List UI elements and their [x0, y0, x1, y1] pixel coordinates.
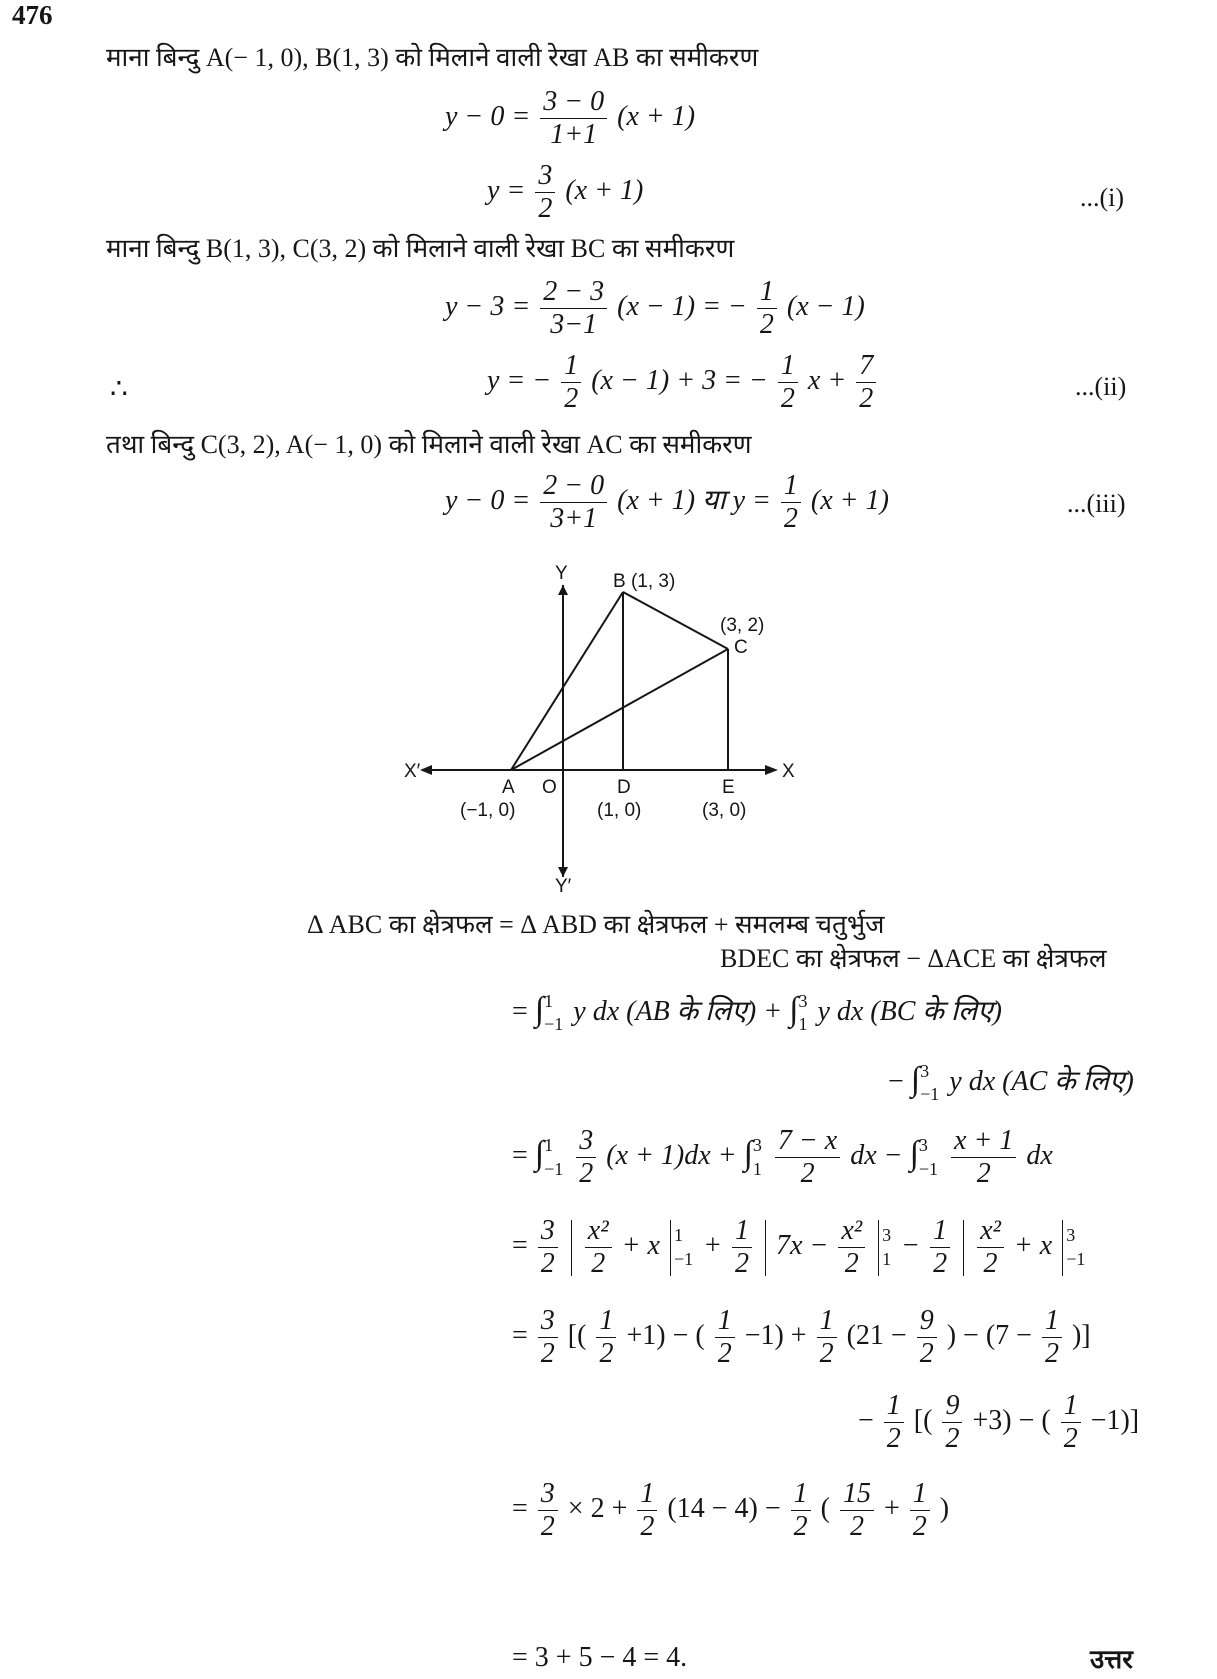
label-c: C	[734, 637, 748, 658]
equation-tag-iii: ...(iii)	[1067, 489, 1126, 518]
text-line-ab: माना बिन्दु A(− 1, 0), B(1, 3) को मिलाने वाली रेखा AB का समीकरण	[106, 43, 759, 72]
integral-line-7: = $\frac{3}{2}$ × 2 + $\frac{1}{2}$ (14 − 4) − $\frac{1}{2}$ ( $\frac{15}{2}$ + $\frac{1}{2}$ )	[512, 1478, 950, 1543]
x-neg-axis-arrow	[420, 765, 432, 775]
label-c-coord: (3, 2)	[720, 615, 765, 636]
page-number: 476	[12, 0, 53, 30]
equation-ac: y − 0 = $\frac{2 - 0}{3+1}$ (x + 1) या y = $\frac{1}{2}$ (x + 1)	[445, 470, 889, 535]
label-y-neg: Y′	[555, 876, 572, 897]
area-statement-line1: Δ ABC का क्षेत्रफल = Δ ABD का क्षेत्रफल + समलम्ब चतुर्भुज	[307, 910, 885, 939]
label-x-neg: X′	[404, 761, 421, 782]
text-line-bc: माना बिन्दु B(1, 3), C(3, 2) को मिलाने वाली रेखा BC का समीकरण	[106, 234, 735, 263]
integral-line-6: − $\frac{1}{2}$ [( $\frac{9}{2}$ +3) − ( $\frac{1}{2}$ −1)]	[858, 1390, 1140, 1455]
integral-line-2: − ∫ 3 −1 y dx (AC के लिए)	[888, 1060, 1134, 1105]
integral-line-4: = $\frac{3}{2}$ $\frac{\text{x²}}{2}$ + x 1 −1 + $\frac{1}{2}$ 7x − $\frac{\text{x²}}{2}$ 3 1 − $\frac{1}{2}$ $\frac{\text{x²}}{2}$ + x 3 −1	[512, 1215, 1086, 1280]
therefore-symbol: ∴	[110, 374, 128, 405]
label-y: Y	[555, 563, 568, 584]
y-axis-arrow	[558, 585, 568, 595]
equation-bc-step1: y − 3 = $\frac{2 - 3}{3-1}$ (x − 1) = − $\frac{1}{2}$ (x − 1)	[445, 276, 865, 341]
segment-bc	[623, 592, 728, 649]
label-d-coord: (1, 0)	[597, 800, 642, 821]
label-x: X	[782, 761, 795, 782]
label-e-coord: (3, 0)	[702, 800, 747, 821]
area-statement-line2: BDEC का क्षेत्रफल − ΔACE का क्षेत्रफल	[720, 944, 1107, 973]
equation-tag-i: ...(i)	[1080, 183, 1125, 212]
integral-line-3: = ∫ 1 −1 $\frac{3}{2}$ (x + 1)dx + ∫ 3 1 $\frac{7 - x}{2}$ dx − ∫ 3 −1 $\frac{x + 1}{2}$ dx	[512, 1125, 1053, 1190]
integral-line-5: = $\frac{3}{2}$ [( $\frac{1}{2}$ +1) − ( $\frac{1}{2}$ −1) + $\frac{1}{2}$ (21 − $\frac{9}{2}$ ) − (7 − $\frac{1}{2}$ )]	[512, 1305, 1091, 1370]
equation-ab: y = $\frac{3}{2}$ (x + 1)	[487, 160, 644, 225]
label-e: E	[722, 777, 735, 798]
triangle-figure	[404, 563, 800, 910]
label-a-coord: (−1, 0)	[460, 800, 516, 821]
x-axis-arrow	[765, 765, 778, 775]
label-a: A	[502, 777, 515, 798]
label-d: D	[617, 777, 631, 798]
segment-ab	[511, 592, 623, 770]
equation-tag-ii: ...(ii)	[1075, 372, 1127, 401]
equation-bc: y = − $\frac{1}{2}$ (x − 1) + 3 = − $\frac{1}{2}$ x + $\frac{7}{2}$	[487, 350, 879, 415]
segment-ac	[511, 649, 728, 770]
final-result: = 3 + 5 − 4 = 4.	[512, 1642, 688, 1673]
label-b: B (1, 3)	[613, 571, 676, 592]
integral-line-1: = ∫ 1 −1 y dx (AB के लिए) + ∫ 3 1 y dx (BC के लिए)	[512, 990, 1002, 1035]
text-line-ac: तथा बिन्दु C(3, 2), A(− 1, 0) को मिलाने वाली रेखा AC का समीकरण	[106, 430, 752, 459]
label-origin: O	[542, 777, 557, 798]
equation-ab-step1: y − 0 = $\frac{3 - 0}{1+1}$ (x + 1)	[445, 86, 696, 151]
answer-label: उत्तर	[1090, 1645, 1133, 1674]
